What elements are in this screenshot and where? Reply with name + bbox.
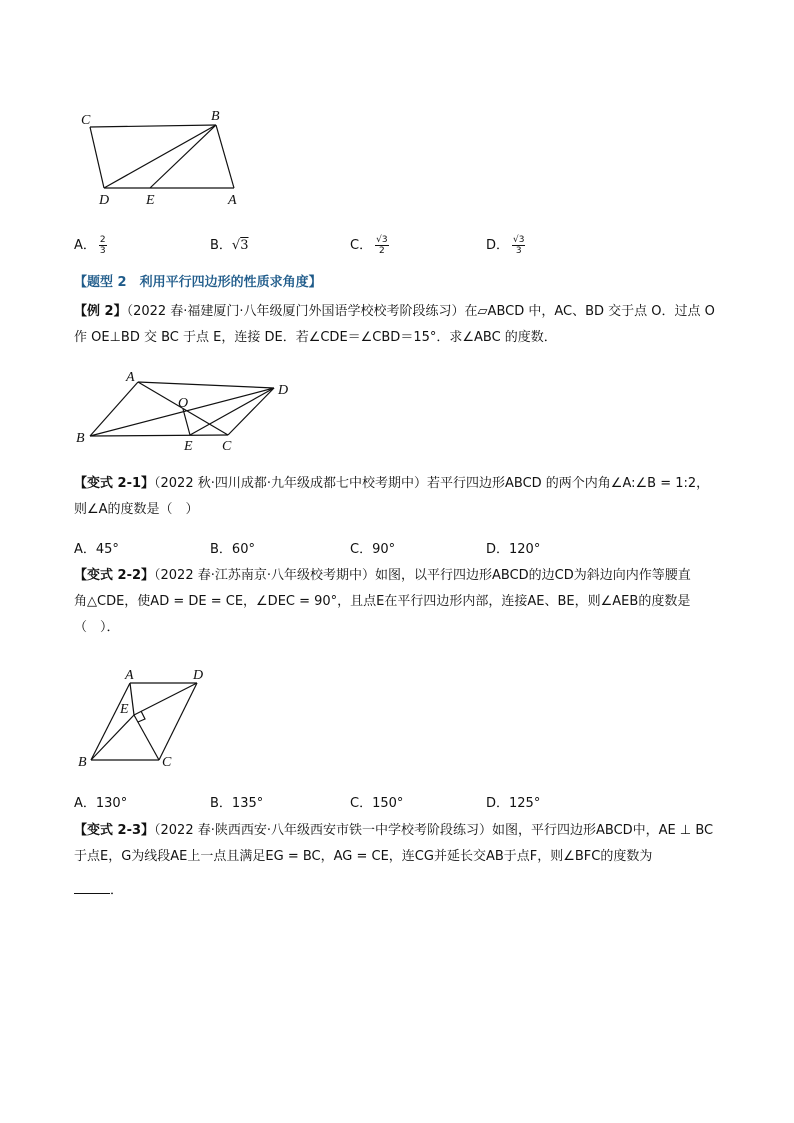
option-letter: D． xyxy=(486,238,510,253)
vertex-label-e: E xyxy=(120,702,129,717)
variant-text: （2022 秋·四川成都·九年级成都七中校考期中）若平行四边形ABCD 的两个内角∠A:∠B = 1:2， xyxy=(154,476,710,491)
variant-2-2-line-1 xyxy=(74,563,724,589)
option-b[interactable]: B．135° xyxy=(210,796,264,811)
option-d[interactable] xyxy=(486,234,525,256)
figure-parallelogram-3 xyxy=(74,664,224,774)
option-d[interactable]: D．125° xyxy=(486,796,541,811)
vertex-label-c: C xyxy=(222,439,232,454)
denominator: 3 xyxy=(99,246,106,256)
edge-dc xyxy=(90,127,104,188)
radicand: 3 xyxy=(240,238,249,253)
option-letter: B． xyxy=(210,238,232,253)
denominator: 2 xyxy=(378,246,385,256)
variant-2-2-line-3: （ ）． xyxy=(74,620,120,635)
variant-label: 【变式 2-2】 xyxy=(74,568,155,583)
example-2 xyxy=(74,299,724,351)
edge-dc xyxy=(159,683,197,760)
variant-2-3-line-2: 于点E，G为线段AE上一点且满足EG = BC，AG = CE，连CG并延长交AB于点F，则∠BFC的度数为 xyxy=(74,849,653,864)
option-a[interactable]: A．45° xyxy=(74,542,119,557)
numerator: √3 xyxy=(513,235,525,245)
option-c[interactable] xyxy=(350,234,389,256)
edge-ad xyxy=(138,382,274,388)
edge-ba xyxy=(90,382,138,436)
numerator: √3 xyxy=(376,235,388,245)
option-letter: C． xyxy=(350,238,373,253)
variant-text: （2022 春·陕西西安·八年级西安市铁一中学校考阶段练习）如图，平行四边形ABCD中，AE ⊥ BC xyxy=(154,823,714,838)
variant-2-3 xyxy=(74,818,724,904)
variant-2-1-line-2: 则∠A的度数是（ ） xyxy=(74,502,199,517)
example-2-line-1 xyxy=(74,299,724,325)
vertex-label-c: C xyxy=(81,113,91,128)
segment-be xyxy=(91,715,134,760)
option-b[interactable] xyxy=(210,234,249,253)
vertex-label-d: D xyxy=(193,668,204,683)
example-text: （2022 春·福建厦门·八年级厦门外国语学校校考阶段练习）在▱ABCD 中，AC、BD 交于点 O．过点 O xyxy=(126,304,715,319)
figure-parallelogram-2 xyxy=(70,370,300,460)
vertex-label-b: B xyxy=(78,755,87,770)
section-heading: 【题型 2 利用平行四边形的性质求角度】 xyxy=(74,275,322,290)
answer-blank[interactable] xyxy=(74,879,110,894)
variant-2-2-options xyxy=(74,792,774,814)
edge-ba xyxy=(91,683,130,760)
segment-ce xyxy=(134,715,159,760)
numerator: 2 xyxy=(99,235,106,245)
segment-de xyxy=(190,388,274,435)
square-root: √3 xyxy=(231,238,249,253)
option-a[interactable]: A．130° xyxy=(74,796,128,811)
vertex-label-d: D xyxy=(99,193,110,208)
segment-oe xyxy=(183,409,190,435)
variant-2-3-line-1 xyxy=(74,818,724,844)
option-letter: A． xyxy=(74,238,96,253)
vertex-label-a: A xyxy=(126,370,135,385)
vertex-label-a: A xyxy=(228,193,237,208)
vertex-label-e: E xyxy=(184,439,193,454)
figure-parallelogram-1 xyxy=(70,100,260,215)
variant-2-1-options xyxy=(74,538,774,560)
example-label: 【例 2】 xyxy=(74,304,127,319)
fraction xyxy=(375,235,388,256)
edge-dc xyxy=(228,388,274,435)
variant-text: （2022 春·江苏南京·八年级校考期中）如图，以平行四边形ABCD的边CD为斜边向内作等腰直 xyxy=(154,568,691,583)
vertex-label-e: E xyxy=(146,193,155,208)
variant-2-3-line-3 xyxy=(74,878,724,904)
variant-2-2 xyxy=(74,563,724,641)
vertex-label-d: D xyxy=(278,383,289,398)
question-1-options xyxy=(74,234,774,256)
option-b[interactable]: B．60° xyxy=(210,542,255,557)
vertex-label-c: C xyxy=(162,755,172,770)
option-c[interactable]: C．90° xyxy=(350,542,396,557)
variant-2-1-line-1 xyxy=(74,471,724,497)
variant-label: 【变式 2-3】 xyxy=(74,823,155,838)
option-d[interactable]: D．120° xyxy=(486,542,541,557)
variant-2-2-line-2: 角△CDE，使AD = DE = CE，∠DEC = 90°，且点E在平行四边形内部，连接AE、BE，则∠AEB的度数是 xyxy=(74,594,691,609)
variant-2-1 xyxy=(74,471,724,523)
edge-cb xyxy=(90,125,216,127)
edge-cb xyxy=(90,435,228,436)
fraction xyxy=(512,235,525,256)
segment-de xyxy=(134,683,197,715)
example-2-line-2: 作 OE⊥BD 交 BC 于点 E，连接 DE．若∠CDE＝∠CBD＝15°．求∠ABC 的度数． xyxy=(74,330,557,345)
option-a[interactable] xyxy=(74,234,107,256)
segment-ae xyxy=(130,683,134,715)
edge-ba xyxy=(216,125,234,188)
vertex-label-a: A xyxy=(125,668,134,683)
option-c[interactable]: C．150° xyxy=(350,796,404,811)
sentence-end: ． xyxy=(110,883,124,898)
vertex-label-b: B xyxy=(76,431,85,446)
fraction xyxy=(99,235,107,256)
vertex-label-b: B xyxy=(211,109,220,124)
vertex-label-o: O xyxy=(178,396,189,411)
variant-label: 【变式 2-1】 xyxy=(74,476,155,491)
denominator: 3 xyxy=(515,246,522,256)
